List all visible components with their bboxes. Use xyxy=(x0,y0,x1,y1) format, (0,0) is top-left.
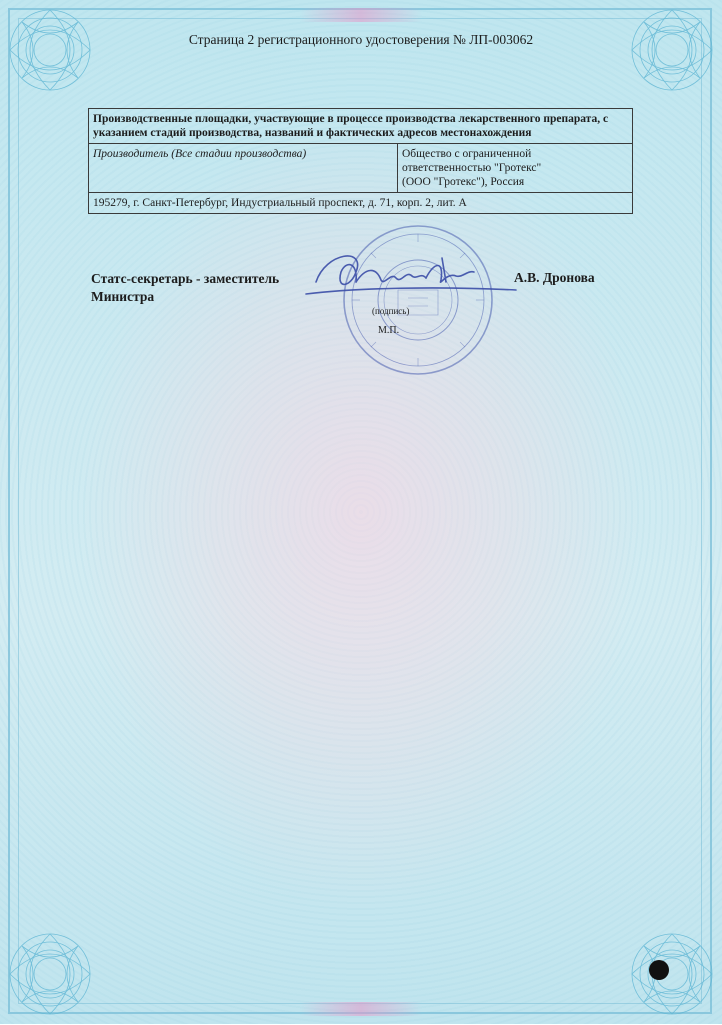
signature-block xyxy=(88,270,633,380)
handwritten-signature-icon xyxy=(296,242,526,302)
address-cell: 195279, г. Санкт-Петербург, Индустриальный проспект, д. 71, корп. 2, лит. А xyxy=(89,193,633,214)
production-sites-table xyxy=(88,108,633,214)
position-line: Министра xyxy=(91,288,155,304)
punch-hole xyxy=(649,960,669,980)
producer-company-cell xyxy=(398,144,633,193)
page-header: Страница 2 регистрационного удостоверения № ЛП-003062 xyxy=(188,32,534,47)
corner-rosette-top-left xyxy=(4,4,96,96)
company-line: (ООО "Гротекс"), Россия xyxy=(402,176,525,189)
position-line: Статс-секретарь - заместитель xyxy=(91,271,280,286)
table-row xyxy=(89,193,633,214)
table-row xyxy=(89,144,633,193)
table-heading: Производственные площадки, участвующие в процессе производства лекарственного препарата, с указанием стадий производства, названий и фактических адресов местонахождения xyxy=(89,109,633,144)
corner-rosette-bottom-left xyxy=(4,928,96,1020)
edge-tint-top xyxy=(300,8,422,22)
corner-rosette-bottom-right xyxy=(626,928,718,1020)
company-line: ответственностью "Гротекс" xyxy=(402,162,542,175)
table-header-row xyxy=(89,109,633,144)
stamp-caption: М.П. xyxy=(378,325,400,336)
signatory-name: А.В. Дронова xyxy=(514,270,595,285)
signatory-position xyxy=(91,270,279,305)
edge-tint-bottom xyxy=(300,1002,422,1016)
producer-role-cell: Производитель (Все стадии производства) xyxy=(89,144,398,193)
corner-rosette-top-right xyxy=(626,4,718,96)
signature-caption: (подпись) xyxy=(372,306,410,316)
company-line: Общество с ограниченной xyxy=(402,148,532,161)
